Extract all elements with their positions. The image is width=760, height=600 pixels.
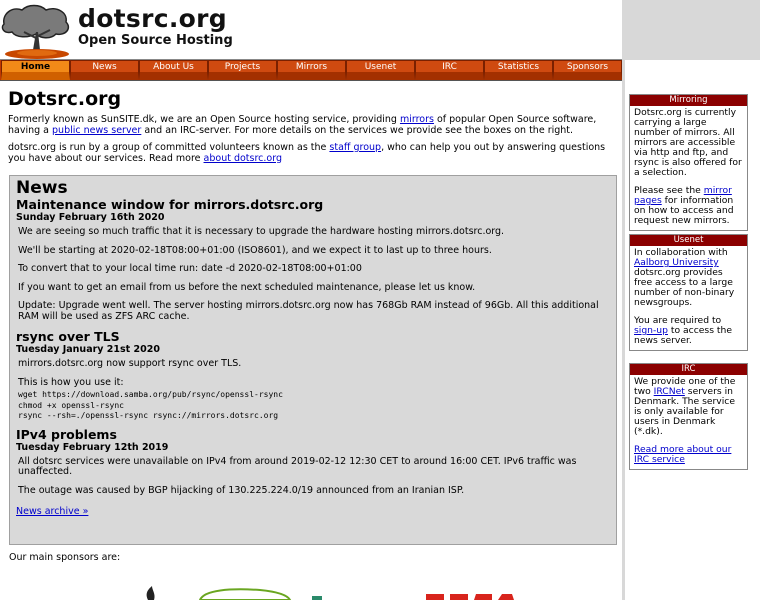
mirroring-box (629, 94, 748, 231)
site-header (0, 0, 622, 60)
sidebar-text: In collaboration with (634, 247, 728, 258)
sponsor-logo-4-icon[interactable] (426, 594, 514, 600)
code-line: chmod +x openssl-rsync (18, 400, 124, 410)
sponsor-logo-2-icon[interactable] (200, 589, 290, 600)
code-block (18, 390, 610, 422)
irc-text (634, 377, 743, 437)
news-item-title: IPv4 problems (16, 426, 117, 442)
sign-up-link[interactable]: sign-up (634, 325, 668, 336)
staff-paragraph (8, 143, 616, 164)
mirroring-box-title: Mirroring (630, 95, 747, 106)
sidebar-text: dotsrc.org provides free access to a large number of non-binary newsgroups. (634, 267, 735, 308)
intro-text: of popular Open Source software, having a (8, 114, 597, 136)
news-paragraph: We are seeing so much traffic that it is necessary to upgrade the hardware hosting mirrors.dotsrc.org. (18, 226, 505, 237)
news-item (16, 198, 610, 322)
sidebar-text: servers in Denmark. The service is only available for users in Denmark (*.dk). (634, 386, 735, 437)
news-item-date: Sunday February 16th 2020 (16, 212, 165, 223)
nav-item-usenet[interactable]: Usenet (346, 60, 415, 80)
about-dotsrc-link[interactable]: about dotsrc.org (203, 152, 282, 164)
public-news-server-link[interactable]: public news server (52, 124, 142, 136)
news-paragraph: This is how you use it: (18, 376, 124, 388)
mirroring-text: Dotsrc.org is currently carrying a large number of mirrors. All mirrors are accessible via http and ftp, and rsync is also offered for a selection. (634, 107, 742, 178)
nav-item-about-us[interactable]: About Us (139, 60, 208, 80)
main-content (8, 88, 616, 171)
aalborg-university-link[interactable]: Aalborg University (634, 257, 719, 268)
usenet-signup-paragraph (634, 316, 743, 346)
sidebar-text: for information on how to access and request new mirrors. (634, 195, 734, 226)
news-paragraph: We'll be starting at 2020-02-18T08:00+01:00 (ISO8601), and we expect it to last up to three hours. (18, 244, 492, 256)
intro-paragraph (8, 115, 616, 136)
intro-text: Formerly known as SunSITE.dk, we are an Open Source hosting service, providing (8, 114, 400, 125)
main-nav (0, 59, 622, 81)
sidebar-text: You are required to (634, 315, 722, 326)
usenet-box-title: Usenet (630, 235, 747, 246)
nav-item-statistics[interactable]: Statistics (484, 60, 553, 80)
sponsor-logo-1-icon[interactable] (147, 586, 155, 600)
staff-group-link[interactable]: staff group (329, 142, 382, 153)
news-item-date: Tuesday January 21st 2020 (16, 344, 160, 355)
nav-item-projects[interactable]: Projects (208, 60, 277, 80)
mirrors-link[interactable]: mirrors (399, 114, 434, 125)
nav-item-sponsors[interactable]: Sponsors (553, 60, 622, 80)
code-line: wget https://download.samba.org/pub/rsync/openssl-rsync (18, 390, 283, 399)
sponsors-label: Our main sponsors are: (9, 552, 121, 563)
intro-text: and an IRC-server. For more details on the services we provide see the boxes on the right. (141, 124, 574, 136)
news-box (9, 175, 617, 545)
usenet-text (634, 248, 743, 308)
nav-item-irc[interactable]: IRC (415, 60, 484, 80)
code-line: rsync --rsh=./openssl-rsync rsync://mirrors.dotsrc.org (18, 411, 279, 420)
irc-service-link[interactable]: Read more about our IRC service (634, 444, 732, 465)
news-paragraph: If you want to get an email from us before the next scheduled maintenance, please let us know. (18, 281, 476, 293)
news-item (16, 330, 610, 422)
news-item (16, 428, 610, 497)
news-paragraph: All dotsrc services were unavailable on IPv4 from around 2019-02-12 12:30 CET to around 16:00 CET. IPv6 traffic was unaffected. (18, 455, 577, 477)
news-heading: News (16, 178, 68, 198)
page-title: Dotsrc.org (8, 88, 122, 110)
news-item-title: rsync over TLS (16, 329, 120, 344)
news-archive-link[interactable]: News archive » (16, 506, 89, 517)
sponsor-logo-3-icon[interactable] (312, 596, 322, 600)
nav-item-home[interactable]: Home (1, 60, 70, 80)
tree-logo-icon[interactable] (0, 2, 76, 60)
sidebar-text: We provide one of the two (634, 376, 736, 397)
sponsor-logos (130, 584, 550, 600)
sidebar-text: Please see the (634, 185, 704, 196)
irc-box-title: IRC (630, 364, 747, 375)
nav-item-mirrors[interactable]: Mirrors (277, 60, 346, 80)
mirror-pages-link[interactable]: mirror pages (634, 185, 732, 206)
news-paragraph: Update: Upgrade went well. The server hosting mirrors.dotsrc.org now has 768Gb RAM instead of 96Gb. All this additional RAM will be used as ZFS ARC cache. (18, 300, 599, 322)
news-item-date: Tuesday February 12th 2019 (16, 441, 169, 453)
news-item-title: Maintenance window for mirrors.dotsrc.org (16, 197, 324, 212)
news-paragraph: The outage was caused by BGP hijacking of 130.225.224.0/19 announced from an Iranian ISP. (18, 484, 465, 496)
site-subtitle: Open Source Hosting (78, 33, 233, 48)
usenet-box (629, 234, 748, 351)
news-paragraph: mirrors.dotsrc.org now support rsync over TLS. (18, 358, 242, 369)
nav-item-news[interactable]: News (70, 60, 139, 80)
sidebar-text: to access the news server. (634, 325, 732, 346)
ircnet-link[interactable]: IRCNet (653, 386, 685, 397)
site-title: dotsrc.org (78, 4, 227, 33)
intro-text: dotsrc.org is run by a group of committed volunteers known as the (8, 142, 330, 153)
irc-readmore-paragraph (634, 445, 743, 465)
news-paragraph: To convert that to your local time run: date -d 2020-02-18T08:00+01:00 (18, 263, 362, 274)
intro-text: , who can help you out by answering questions you have about our services. Read more (8, 142, 606, 164)
mirroring-pages-paragraph (634, 186, 743, 226)
irc-box (629, 363, 748, 470)
